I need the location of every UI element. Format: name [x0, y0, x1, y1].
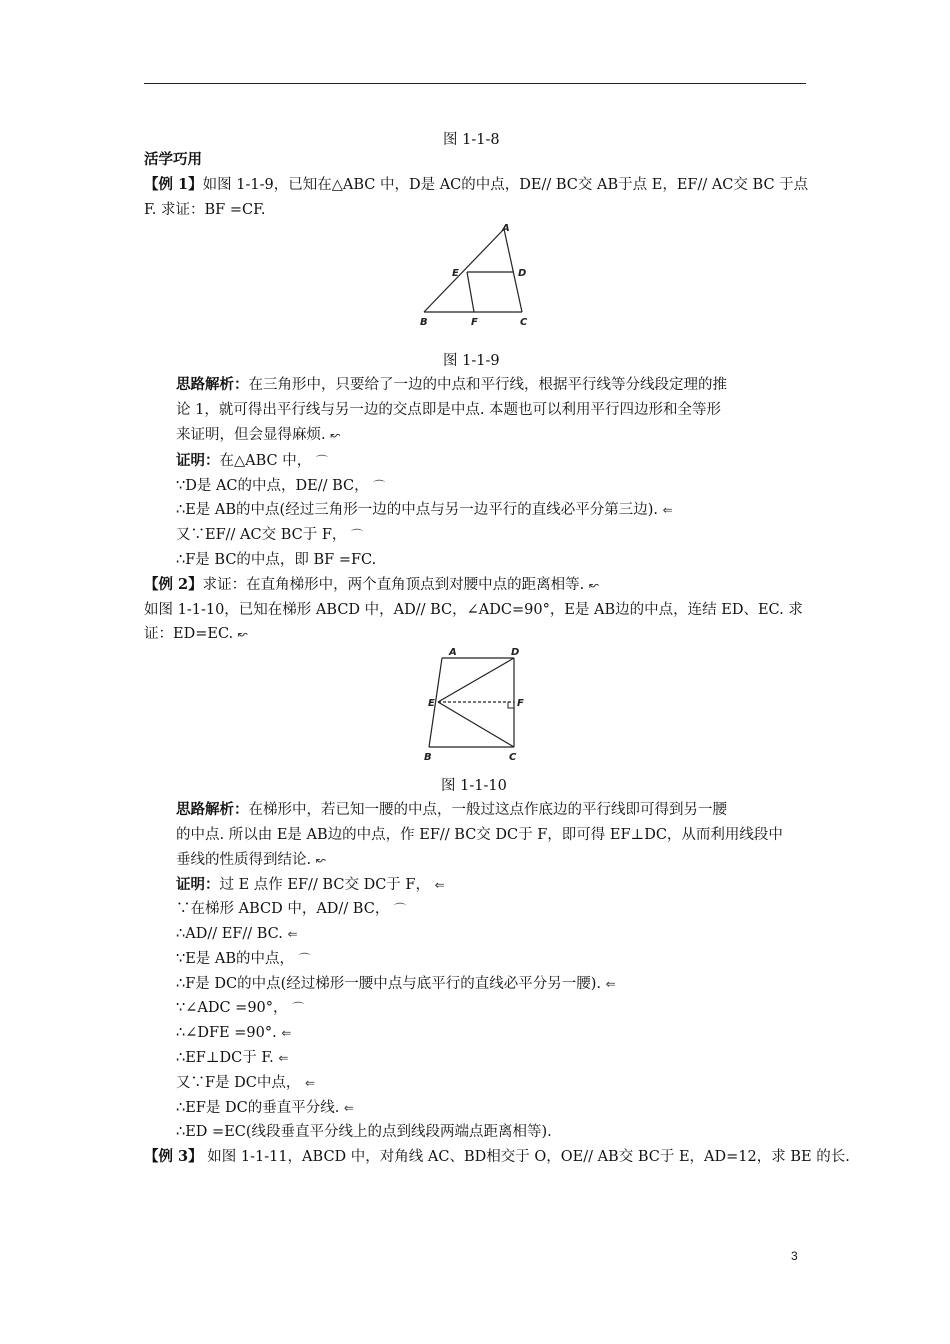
label-a: A: [502, 223, 510, 234]
figure-caption-1-1-8: 图 1-1-8: [443, 132, 500, 148]
analysis-1-line-1: 思路解析：在三角形中，只要给了一边的中点和平行线，根据平行线等分线段定理的推: [176, 376, 727, 393]
analysis-1-line-2: 论 1，就可得出平行线与另一边的交点即是中点. 本题也可以利用平行四边形和全等形: [176, 402, 722, 418]
label-f: F: [471, 317, 478, 328]
example-1-line-1: [144, 173, 808, 197]
proof-2-line-3: ∴AD// EF// BC. ⇐: [176, 926, 298, 942]
example-3-line-1: 【例 3】 如图 1-1-11，ABCD 中，对角线 AC、BD相交于 O，OE// AB交 BC于 E，AD=12，求 BE 的长.: [144, 1148, 850, 1165]
label-d: D: [518, 268, 527, 279]
example-2-line-1: 【例 2】求证：在直角梯形中，两个直角顶点到对腰中点的距离相等. ↜: [144, 576, 599, 593]
analysis-2-tag: 思路解析：: [176, 801, 249, 818]
segment-ec: [438, 702, 514, 747]
header-rule: [144, 83, 806, 84]
proof-2-line-9: 又∵F是 DC中点， ⇐: [176, 1075, 316, 1091]
annotation-mark-icon: ⇐: [434, 878, 445, 892]
proof-2-line-8: ∴EF⊥DC于 F. ⇐: [176, 1050, 289, 1066]
proof-2-line-10: ∴EF是 DC的垂直平分线. ⇐: [176, 1100, 354, 1116]
analysis-2-line-3: 垂线的性质得到结论. ↜: [176, 852, 326, 868]
proof-2-line-1: 证明：过 E 点作 EF// BC交 DC于 F， ⇐: [176, 876, 445, 893]
annotation-mark-icon: ⇐: [343, 1101, 354, 1115]
figure-caption-1-1-10: 图 1-1-10: [441, 778, 507, 794]
segment-ed: [438, 658, 514, 702]
example-1-tag: 【例 1】: [144, 176, 203, 193]
annotation-mark-icon: ↜: [315, 853, 326, 867]
segment-ef: [467, 272, 474, 312]
proof-1-line-3: ∴E是 AB的中点(经过三角形一边的中点与另一边平行的直线必平分第三边). ⇐: [176, 502, 673, 518]
proof-1-line-5: ∴F是 BC的中点，即 BF =FC.: [176, 552, 377, 568]
figure-1-1-9: [410, 218, 540, 332]
annotation-mark-icon: ⇐: [605, 977, 616, 991]
proof-1-line-4: 又∵EF// AC交 BC于 F， ⌒: [176, 527, 364, 543]
figure-caption-1-1-9: 图 1-1-9: [443, 353, 500, 369]
label-e: E: [428, 698, 435, 709]
annotation-mark-icon: ⇐: [281, 1026, 292, 1040]
label-a: A: [449, 647, 457, 658]
proof-2-tag: 证明：: [176, 876, 220, 893]
annotation-mark-icon: ⌒: [393, 902, 406, 916]
analysis-1-tag: 思路解析：: [176, 376, 249, 393]
analysis-2-line-1: 思路解析：在梯形中，若已知一腰的中点，一般过这点作底边的平行线即可得到另一腰: [176, 801, 727, 818]
proof-2-line-11: ∴ED =EC(线段垂直平分线上的点到线段两端点距离相等).: [176, 1124, 552, 1140]
proof-2-line-5: ∴F是 DC的中点(经过梯形一腰中点与底平行的直线必平分另一腰). ⇐: [176, 976, 616, 992]
analysis-2-line-2: 的中点. 所以由 E是 AB边的中点，作 EF// BC交 DC于 F，即可得 EF⊥DC，从而利用线段中: [176, 827, 783, 843]
annotation-mark-icon: ↜: [588, 578, 599, 592]
example-2-tag: 【例 2】: [144, 576, 203, 593]
annotation-mark-icon: ⇐: [278, 1051, 289, 1065]
proof-2-line-6: ∵∠ADC =90°， ⌒: [176, 1000, 305, 1016]
label-c: C: [520, 317, 528, 328]
label-d: D: [511, 647, 520, 658]
annotation-mark-icon: ⌒: [315, 454, 328, 468]
proof-2-line-2: ∵在梯形 ABCD 中，AD// BC， ⌒: [176, 901, 406, 917]
annotation-mark-icon: ⌒: [373, 479, 386, 493]
page-number: 3: [791, 1249, 798, 1263]
label-b: B: [424, 752, 432, 763]
section-heading: 活学巧用: [144, 151, 202, 168]
side-ab: [424, 229, 504, 312]
label-f: F: [517, 698, 524, 709]
example-1-text-1: 如图 1-1-9，已知在△ABC 中，D是 AC的中点，DE// BC交 AB于点 E，EF// AC交 BC 于点: [202, 177, 809, 193]
proof-2-line-4: ∵E是 AB的中点， ⌒: [176, 951, 311, 967]
figure-1-1-10: [418, 643, 538, 765]
label-b: B: [420, 317, 428, 328]
annotation-mark-icon: ⇐: [305, 1076, 316, 1090]
example-3-tag: 【例 3】: [144, 1148, 203, 1165]
label-e: E: [452, 268, 459, 279]
annotation-mark-icon: ⌒: [351, 528, 364, 542]
annotation-mark-icon: ↜: [237, 627, 248, 641]
example-1-text-2: F. 求证：BF =CF.: [144, 202, 266, 218]
annotation-mark-icon: ⇐: [287, 927, 298, 941]
annotation-mark-icon: ↜: [330, 428, 341, 442]
proof-1-line-2: ∵D是 AC的中点，DE// BC， ⌒: [176, 478, 386, 494]
example-2-line-3: 证：ED=EC. ↜: [144, 626, 248, 642]
proof-1-line-1: 证明：在△ABC 中， ⌒: [176, 452, 328, 469]
example-2-line-2: 如图 1-1-10，已知在梯形 ABCD 中，AD// BC，∠ADC=90°，E是 AB边的中点，连结 ED、EC. 求: [144, 602, 803, 618]
right-angle-mark: [508, 702, 514, 708]
proof-2-line-7: ∴∠DFE =90°. ⇐: [176, 1025, 292, 1041]
proof-1-tag: 证明：: [176, 452, 220, 469]
annotation-mark-icon: ⌒: [292, 1001, 305, 1015]
annotation-mark-icon: ⇐: [662, 503, 673, 517]
analysis-1-line-3: 来证明，但会显得麻烦. ↜: [176, 427, 341, 443]
annotation-mark-icon: ⌒: [298, 952, 311, 966]
label-c: C: [509, 752, 517, 763]
